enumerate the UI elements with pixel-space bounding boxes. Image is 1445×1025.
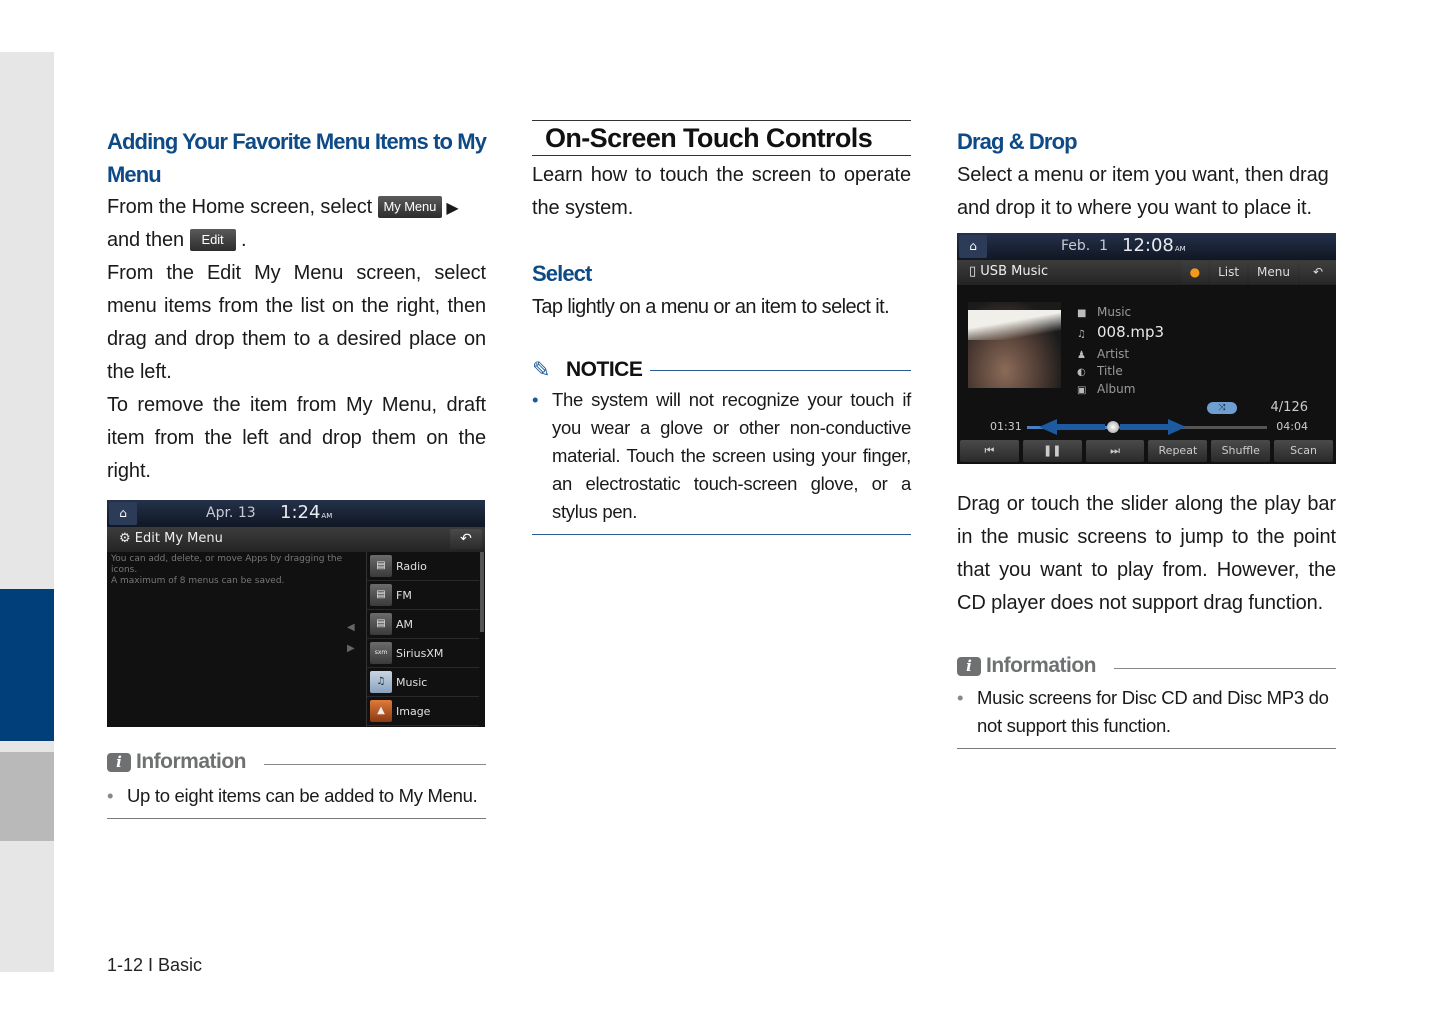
divider [650,370,911,371]
menu-item-label: Music [396,675,428,689]
select-paragraph: Tap lightly on a menu or an item to select it. [532,296,890,318]
track-count: 4/126 [1270,400,1308,415]
help-line-1: You can add, delete, or move Apps by dragging the icons. [111,554,343,575]
next-icon: ⏭ [1086,440,1145,462]
date: Feb. 1 [1061,238,1109,254]
album-art [968,302,1061,388]
time [1122,235,1186,256]
radio-icon: ▤ [370,555,392,577]
menu-item-image [367,697,479,726]
paragraph-edit-my-menu: From the Edit My Menu screen, select menu items from the list on the right, then drag and drop them to a desired place on the left. [107,262,486,383]
notice-bullet-text: The system will not recognize your touch if you wear a glove or other non-conductive material. Touch the screen using your finger, an electrostatic touch-screen glove, or a stylus pen. [552,389,911,522]
heading-select: Select [532,261,592,286]
status-bar [107,500,485,527]
arrow-left-icon: ◀ [347,622,355,633]
info-icon: i [957,657,981,676]
usb-music-screenshot [957,233,1336,464]
information-header [957,654,1336,678]
menu-item-label: Image [396,704,431,718]
home-icon: ⌂ [109,502,137,525]
bullet-icon: • [957,687,964,708]
top-buttons [1180,260,1336,285]
folder-row [1077,305,1131,319]
home-icon: ⌂ [959,235,987,258]
file-row [1077,323,1164,341]
file-name: 008.mp3 [1097,323,1165,341]
divider [532,534,911,535]
information-header [107,750,486,774]
intro-paragraph: Learn how to touch the screen to operate the system. [532,164,911,219]
menu-item-am [367,610,479,639]
info-bullet-text: Music screens for Disc CD and Disc MP3 do not support this function. [977,687,1329,736]
divider [264,764,486,765]
arrow-right-icon: ▶ [347,643,355,654]
and-then-text: and then [107,229,185,251]
menu-item-radio [367,552,479,581]
information-title: Information [986,654,1096,677]
radio-icon: ▤ [370,584,392,606]
bullet-icon: • [532,389,539,410]
edit-my-menu-screenshot [107,500,485,727]
track-title: Title [1097,364,1123,378]
shuffle-button: Shuffle [1211,440,1270,462]
menu-item-label: FM [396,588,412,602]
help-line-2: A maximum of 8 menus can be saved. [111,576,285,586]
music-icon: ♫ [370,671,392,693]
drag-drop-intro: Select a menu or item you want, then drag and drop it to where you want to place it. [957,164,1329,219]
list-button: List [1210,261,1247,284]
page-footer: 1-12 I Basic [107,955,203,975]
paragraph-remove-item: To remove the item from My Menu, draft item from the left and drop them on the right. [107,394,486,482]
source-title-text: USB Music [980,264,1049,279]
title-icon: ◐ [1077,367,1086,378]
notice-title: NOTICE [566,358,643,381]
usb-icon: ▯ [969,264,977,279]
image-icon: ▲ [370,700,392,722]
menu-item-fm [367,581,479,610]
album-row [1077,382,1135,396]
menu-item-label: SiriusXM [396,646,444,660]
intro-text: From the Home screen, select [107,196,373,218]
menu-item-label: AM [396,617,414,631]
menu-button: Menu [1249,261,1298,284]
divider [957,748,1336,749]
status-bar [957,233,1336,260]
info-bullet-text: Up to eight items can be added to My Menu. [127,785,478,806]
information-box [957,654,1336,749]
title-row [1077,364,1123,378]
notice-header [532,357,911,383]
information-title: Information [136,750,246,773]
drag-right-arrow-icon [1120,419,1186,435]
intro-line-2 [107,224,246,257]
section-title: On-Screen Touch Controls [532,120,911,156]
person-icon: ♟ [1077,350,1086,361]
menu-item-music [367,668,479,697]
edit-button-graphic: Edit [190,229,236,251]
period: . [241,229,247,251]
shuffle-icon: ⤨ [1207,402,1237,414]
divider [1114,668,1336,669]
divider [107,818,486,819]
menu-item-siriusxm [367,639,479,668]
pause-icon: ❚❚ [1023,440,1082,462]
scan-button: Scan [1274,440,1333,462]
bullet-icon: • [107,785,114,806]
notice-bullet [532,386,911,526]
back-icon: ↶ [1300,261,1336,284]
album-icon: ▣ [1077,385,1087,396]
heading-add-favorites: Adding Your Favorite Menu Items to My Menu [107,129,487,187]
ampm: AM [321,512,333,520]
radio-icon: ▤ [370,613,392,635]
artist-name: Artist [1097,347,1130,361]
info-bullet [957,684,1336,740]
elapsed-time: 01:31 [990,420,1022,433]
menu-list [366,552,479,727]
music-note-icon: ♫ [1077,329,1086,340]
date: Apr. 13 [206,505,256,521]
back-icon: ↶ [450,529,482,549]
notice-box [532,357,911,535]
time-value: 12:08 [1122,235,1174,256]
menu-item-label: Radio [396,559,427,573]
repeat-button: Repeat [1148,440,1207,462]
gear-icon: ⚙ [119,531,131,546]
heading-drag-drop: Drag & Drop [957,129,1077,154]
drag-left-arrow-icon [1039,419,1105,435]
playback-controls [960,440,1333,462]
siriusxm-icon: sxm [370,642,392,664]
album-name: Album [1097,382,1136,396]
pencil-icon: ✎ [532,357,551,382]
help-text [111,554,361,587]
folder-icon: ■ [1077,308,1087,319]
title-bar [107,527,485,552]
information-box [107,750,486,819]
chapter-tab[interactable] [0,752,54,841]
time [280,502,332,523]
folder-name: Music [1097,305,1132,319]
info-bullet [107,782,486,810]
source-title [969,264,1048,279]
slider-paragraph: Drag or touch the slider along the play bar in the music screens to jump to the point that you want to play from. However, the CD player does not support drag function. [957,493,1336,614]
screen-title [119,531,223,546]
chapter-tab-active[interactable] [0,589,54,741]
slider-knob [1107,421,1119,433]
my-menu-button-graphic: My Menu [378,196,443,218]
scrollbar [480,552,484,632]
previous-icon: ⏮ [960,440,1019,462]
screen-title-text: Edit My Menu [134,531,223,546]
total-time: 04:04 [1276,420,1308,433]
arrow-right-icon: ▶ [446,200,459,217]
artist-row [1077,347,1129,361]
info-icon: i [107,753,131,772]
intro-line-1 [107,191,486,225]
time-value: 1:24 [280,502,321,523]
soundhound-icon: ● [1182,261,1208,284]
ampm: AM [1174,245,1186,253]
